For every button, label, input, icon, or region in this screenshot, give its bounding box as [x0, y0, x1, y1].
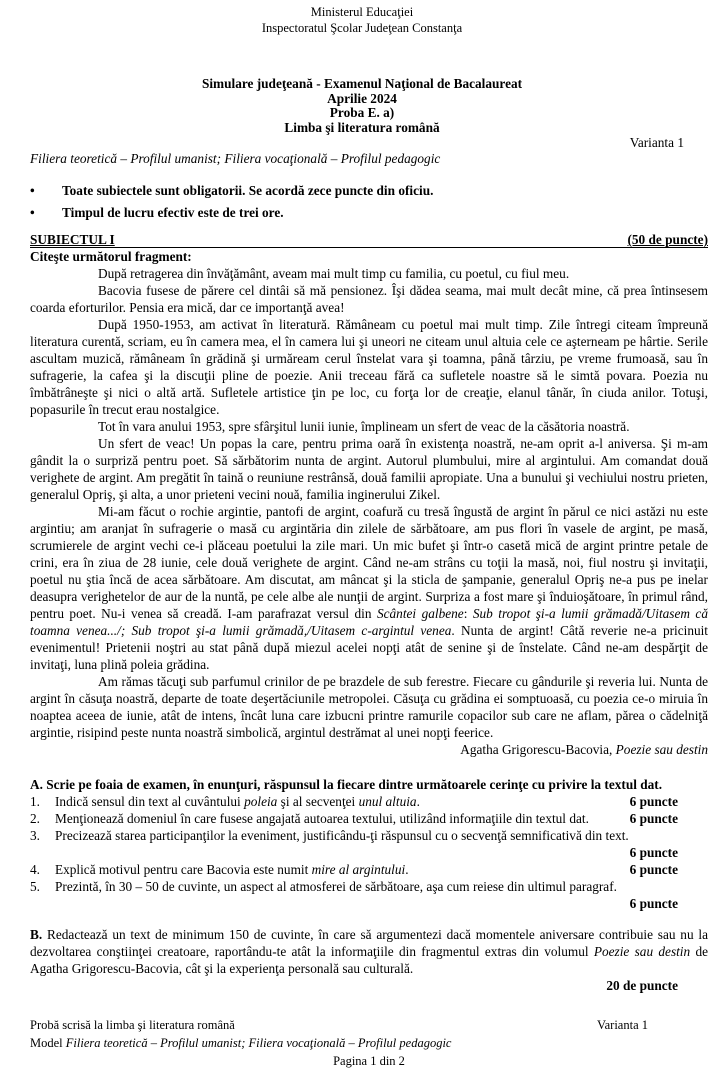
text: mire al argintului [311, 862, 406, 877]
text: Menţionează domeniul în care fusese angajată autoarea textului, utilizând informaţiile din textul dat. [55, 811, 589, 826]
text: Explică motivul pentru care Bacovia este numit [55, 862, 312, 877]
page-body [30, 232, 708, 1090]
header [0, 4, 724, 36]
question [30, 878, 708, 912]
q-num: 1. [30, 794, 40, 809]
q-num: 5. [30, 879, 40, 894]
footer-filiera: Filiera teoretică – Profilul umanist; Filiera vocaţională – Profilul pedagogic [65, 1036, 452, 1050]
exam-title [0, 77, 724, 135]
paragraph: Tot în vara anului 1953, spre sfârşitul lunii iunie, împlineam un sfert de veac de la căsătoria noastră. [98, 419, 630, 434]
subject-points: (50 de puncte) [627, 232, 708, 247]
subject-heading [30, 232, 708, 248]
points: 6 puncte [629, 862, 678, 877]
text: Mi-am făcut o rochie argintie, pantofi de argint, coafură cu tresă îngustă de argint în părul ce nici astăzi nu este argintiu; am aranjat în sufragerie o masă cu argintăria din zilele de sărbătoare, am pus flori în vasele de argint, pe masă, scrumierele de argint vechi ce-i plăceau poetului la zile mari. Un mic bufet şi într-o casetă mică de argint printre petale de crini, era în ziua de 28 iunie, cele două verighete de argint. Când ne-am strâns cu toţii la masă, noi, fiul nostru şi invitaţii, poetul nu ştia încă de acea sărbătoare. Am discutat, am mâncat şi la sticla de şampanie, generalul Opriş ne-a pus pe inelar deasupra verighetelor de aur de la nuntă, pe cele albe ale nunţii de argint. Surpriza a fost mare şi înduioşătoare, în primul rând, pentru poet. Nu-i venea să creadă. I-am parafrazat versul din [30, 504, 708, 621]
footer-text: Model [30, 1036, 66, 1050]
points: 6 puncte [629, 794, 678, 809]
points: 6 puncte [629, 845, 678, 860]
bullet-text: Timpul de lucru efectiv este de trei ore. [62, 205, 284, 220]
text: de Agatha Grigorescu-Bacovia, cât şi la experienţa personală sau culturală. [30, 944, 709, 976]
paragraph: Am rămas tăcuţi sub parfumul crinilor de pe brazdele de sub ferestre. Fiecare cu gândurile şi reveria lui. Nunta de argint în căsuţa noastră, departe de toate deşertăciunile metropolei. Căsuţa cu grădina ei somptuoasă, cu poezia ce-o miruia în noaptea aceea de iunie, atât de intens, încât luna care izbucni printre ramurile copacilor sub care ne aflam, părea o cădelniţă argintie, risipind peste nunta noastră simbolică, argintul destrămat al unei nopţi feerice. [30, 674, 708, 740]
text: Scântei galbene [376, 606, 464, 621]
paragraph: Bacovia fusese de părere cel dintâi să mă pensionez. Îşi dădea seama, mai mult decât mine, că prea întinsesem coarda eforturilor. Pensia era mică, dar ce importanţă avea! [30, 283, 708, 315]
question [30, 810, 708, 827]
question [30, 793, 708, 810]
filiera: Filiera teoretică – Profilul umanist; Filiera vocaţională – Profilul pedagogic [30, 151, 441, 166]
paragraph: După retragerea din învăţământ, aveam mai mult timp cu familia, cu poetul, cu fiul meu. [98, 266, 570, 281]
section-b-text [30, 926, 708, 977]
text: Precizează starea participanţilor la eveniment, justificându-ţi răspunsul cu o secvenţă semnificativă din text. [55, 828, 629, 843]
text: unul altuia [358, 794, 417, 809]
author: Agatha Grigorescu-Bacovia, [460, 742, 616, 757]
verse: Sub tropot şi-a lumii grămadă/Uitasem că toamna venea.../; Sub tropot şi-a lumii grămadă,/Uitasem c-argintul venea [30, 606, 708, 638]
footer-text: Probă scrisă la limba şi literatura română [30, 1018, 235, 1032]
text: . Nunta de argint! Câtă reverie ne-a pricinuit evenimentul! Prietenii noştri au stat până după miezul acelei nopţi atât de senine şi de înstelate. Când ne-am despărţit de invitaţi, luna plină poleia grădina. [30, 623, 709, 672]
title-line: Simulare judeţeană - Examenul Naţional de Bacalaureat [201, 76, 523, 91]
subject-title: SUBIECTUL I [30, 232, 115, 247]
text: . [416, 794, 420, 809]
footer-variant: Varianta 1 [596, 1018, 648, 1032]
points: 6 puncte [629, 896, 678, 911]
question [30, 861, 708, 878]
q-num: 3. [30, 828, 40, 843]
label: B. [30, 927, 43, 942]
title-line: Limba şi literatura română [284, 119, 440, 135]
points: 6 puncte [629, 811, 678, 826]
bullet-item: • Toate subiectele sunt obligatorii. Se acordă zece puncte din oficiu. [30, 183, 434, 198]
section-a [30, 776, 708, 912]
footer-line [30, 1034, 708, 1052]
inspectorate: Inspectoratul Şcolar Judeţean Constanţa [261, 21, 463, 35]
question [30, 827, 708, 861]
paragraph [30, 503, 708, 673]
bullet-item: • Timpul de lucru efectiv este de trei ore. [30, 205, 284, 220]
text: Prezintă, în 30 – 50 de cuvinte, un aspect al atmosferei de sărbătoare, aşa cum reiese din ultimul paragraf. [55, 879, 617, 894]
title-line: Proba E. a) [329, 105, 395, 121]
title-line: Aprilie 2024 [327, 90, 397, 106]
q-num: 2. [30, 811, 40, 826]
text: Indică sensul din text al cuvântului [55, 794, 245, 809]
bullet-text: Toate subiectele sunt obligatorii. Se acordă zece puncte din oficiu. [62, 183, 434, 198]
text: şi al secvenţei [277, 794, 359, 809]
footer-line [30, 1016, 708, 1034]
text: poleia [244, 794, 278, 809]
section-b [30, 926, 708, 994]
text: Poezie sau destin [593, 944, 691, 959]
instruction: Citeşte următorul fragment: [30, 249, 192, 264]
ministry: Ministerul Educaţiei [310, 5, 414, 19]
variant: Varianta 1 [629, 135, 684, 150]
source [30, 741, 708, 758]
page-number: Pagina 1 din 2 [333, 1054, 405, 1068]
section-a-intro: A. Scrie pe foaia de examen, în enunţuri, răspunsul la fiecare dintre următoarele cerinţe cu privire la textul dat. [30, 777, 663, 792]
footer [30, 1016, 708, 1070]
text: . [405, 862, 409, 877]
text: : [463, 606, 473, 621]
paragraph: După 1950-1953, am activat în literatură. Rămâneam cu poetul mai mult timp. Zile întregi citeam împreună literatura curentă, scriam, eu în camera mea, el în camera lui şi uneori ne citeam unul altuia cele ce aşterneam pe hârtie. Serile ascultam muzică, rămâneam în grădină şi urmăream cerul înstelat vara şi toamna, până târziu, pe vreme frumoasă, sau în sufragerie, la cafea şi la discuţii pline de poezie. Anii treceau fără ca sufletele noastre să le simtă povara. Poezia nu îmbătrâneşte şi nici o altă artă. Sufletele artistice ţin pe loc, cu forţa lor de creaţie, elanul tânăr, în ciuda anilor. Totuşi, popasurile în trecut erau nostalgice. [30, 317, 708, 417]
q-num: 4. [30, 862, 40, 877]
work: Poezie sau destin [615, 742, 708, 757]
text: Redactează un text de minimum 150 de cuvinte, în care să argumentezi dacă momentele aniversare contribuie sau nu la dezvoltarea conştiinţei creatoare, raportându-te atât la informaţiile din fragmentul extras din volumul [30, 927, 708, 959]
paragraph: Un sfert de veac! Un popas la care, pentru prima oară în existenţa noastră, ne-am oprit a-l aniversa. Şi m-am gândit la o surpriză pentru poet. Să sărbătorim nunta de argint. Autorul plumbului, mire al argintului. Am comandat două verighete de argint. Am pregătit în taină o reuniune restrânsă, două familii apropiate. Una a bunului şi vechiului nostru prieten, generalul Opriş, şi alta, a unor prieteni vecini nouă, familia inginerului Zikel. [30, 436, 708, 502]
points: 20 de puncte [606, 978, 678, 993]
subject-one [30, 232, 708, 758]
